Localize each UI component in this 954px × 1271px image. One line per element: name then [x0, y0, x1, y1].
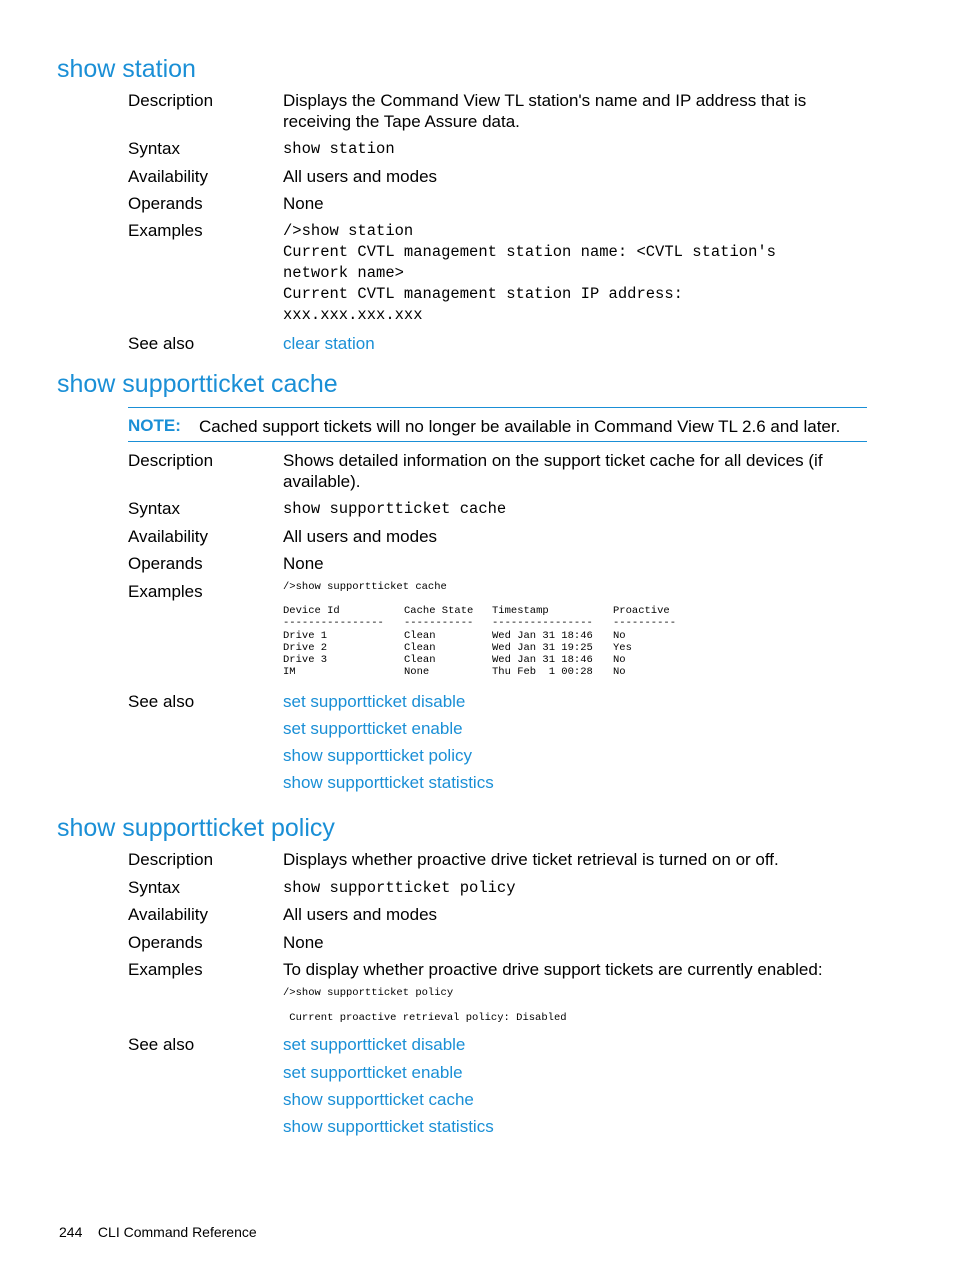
table-cell: No: [613, 654, 626, 667]
column-header: Cache State: [404, 605, 474, 617]
note-text: Cached support tickets will no longer be available in Command View TL 2.6 and later.: [199, 417, 841, 436]
note-bottom-rule: [128, 441, 867, 442]
example-command: />show supportticket policy: [283, 987, 454, 999]
availability-label: Availability: [128, 905, 209, 924]
syntax-code: show supportticket cache: [283, 500, 507, 518]
see-also-label: See also: [128, 1035, 195, 1054]
examples-intro: To display whether proactive drive support tickets are currently enabled:: [283, 960, 823, 979]
section-title-show-supportticket-policy: show supportticket policy: [57, 814, 335, 842]
example-command: />show supportticket cache: [283, 581, 447, 593]
availability-label: Availability: [128, 167, 209, 186]
table-header-row: [283, 605, 693, 617]
operands-label: Operands: [128, 194, 203, 213]
dash-separator: ----------------: [283, 617, 384, 630]
examples-code: />show station Current CVTL management station name: <CVTL station's network name> Current CVTL management station IP address: xxx.xxx.xxx.xxx: [283, 222, 776, 324]
table-cell: Wed Jan 31 19:25: [492, 641, 593, 654]
table-row: [283, 642, 693, 654]
syntax-code: show supportticket policy: [283, 879, 516, 897]
table-cell: No: [613, 666, 626, 679]
operands-text: None: [283, 933, 324, 952]
table-cell: Clean: [404, 654, 436, 667]
examples-label: Examples: [128, 960, 203, 979]
column-header: Proactive: [613, 605, 670, 617]
examples-label: Examples: [128, 221, 203, 240]
dash-separator: -----------: [404, 617, 474, 630]
syntax-label: Syntax: [128, 139, 180, 158]
example-output: Current proactive retrieval policy: Disabled: [283, 1012, 567, 1024]
table-cell: Drive 3: [283, 654, 328, 667]
link-show-supportticket-cache[interactable]: show supportticket cache: [283, 1090, 474, 1109]
note-top-rule: [128, 407, 867, 408]
syntax-code: show station: [283, 140, 395, 158]
link-set-supportticket-enable[interactable]: set supportticket enable: [283, 1063, 463, 1082]
link-clear-station[interactable]: clear station: [283, 334, 375, 353]
see-also-label: See also: [128, 334, 195, 353]
syntax-label: Syntax: [128, 499, 180, 518]
table-cell: Clean: [404, 629, 436, 642]
footer-title: CLI Command Reference: [97, 1224, 257, 1240]
description-label: Description: [128, 451, 214, 470]
page-footer: [59, 1223, 257, 1241]
description-text: Shows detailed information on the support ticket cache for all devices (if available).: [283, 451, 823, 491]
link-set-supportticket-disable[interactable]: set supportticket disable: [283, 1035, 466, 1054]
table-cell: IM: [283, 666, 296, 679]
table-dash-row: [283, 617, 693, 629]
dash-separator: ----------------: [492, 617, 593, 630]
availability-label: Availability: [128, 527, 209, 546]
link-show-supportticket-policy[interactable]: show supportticket policy: [283, 746, 472, 765]
cache-table: [283, 605, 693, 679]
availability-text: All users and modes: [283, 905, 438, 924]
column-header: Timestamp: [492, 605, 549, 617]
link-set-supportticket-disable[interactable]: set supportticket disable: [283, 692, 466, 711]
availability-text: All users and modes: [283, 167, 438, 186]
description-text: Displays the Command View TL station's name and IP address that is receiving the Tape Assure data.: [283, 91, 807, 131]
table-row: [283, 630, 693, 642]
syntax-label: Syntax: [128, 878, 180, 897]
table-cell: None: [404, 666, 430, 679]
see-also-label: See also: [128, 692, 195, 711]
description-label: Description: [128, 91, 214, 110]
page-number: 244: [59, 1224, 83, 1240]
examples-label: Examples: [128, 582, 203, 601]
operands-text: None: [283, 554, 324, 573]
availability-text: All users and modes: [283, 527, 438, 546]
table-cell: No: [613, 629, 626, 642]
table-cell: Wed Jan 31 18:46: [492, 629, 593, 642]
link-show-supportticket-statistics[interactable]: show supportticket statistics: [283, 773, 494, 792]
column-header: Device Id: [283, 605, 340, 617]
operands-text: None: [283, 194, 324, 213]
link-set-supportticket-enable[interactable]: set supportticket enable: [283, 719, 463, 738]
operands-label: Operands: [128, 933, 203, 952]
section-title-show-supportticket-cache: show supportticket cache: [57, 370, 338, 398]
table-cell: Drive 2: [283, 641, 328, 654]
note-label: NOTE:: [128, 416, 181, 435]
table-row: [283, 654, 693, 666]
link-show-supportticket-statistics[interactable]: show supportticket statistics: [283, 1117, 494, 1136]
table-cell: Clean: [404, 641, 436, 654]
table-cell: Drive 1: [283, 629, 328, 642]
table-row: [283, 666, 693, 678]
section-title-show-station: show station: [57, 55, 196, 83]
table-cell: Thu Feb 1 00:28: [492, 666, 593, 679]
operands-label: Operands: [128, 554, 203, 573]
table-cell: Yes: [613, 641, 632, 654]
description-text: Displays whether proactive drive ticket retrieval is turned on or off.: [283, 850, 779, 869]
description-label: Description: [128, 850, 214, 869]
table-cell: Wed Jan 31 18:46: [492, 654, 593, 667]
dash-separator: ----------: [613, 617, 677, 630]
